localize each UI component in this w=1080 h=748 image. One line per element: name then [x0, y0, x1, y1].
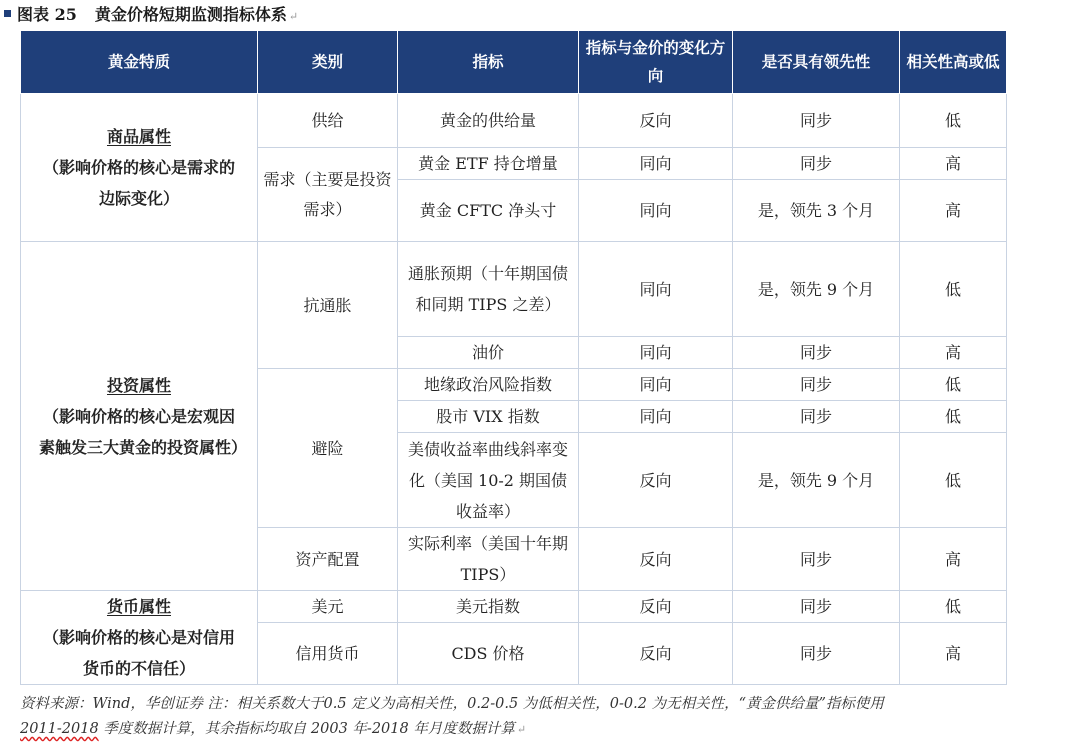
note-text-rest: 季度数据计算，其余指标均取自 2003 年-2018 年月度数据计算: [98, 721, 515, 737]
correlation-cell: 高: [900, 180, 1007, 242]
group-investment: [21, 242, 258, 591]
leading-cell: 同步: [733, 623, 900, 685]
indicator-cell: 黄金 ETF 持仓增量: [398, 148, 579, 180]
correlation-cell: 低: [900, 94, 1007, 148]
correlation-cell: 低: [900, 242, 1007, 337]
direction-cell: 同向: [579, 337, 733, 369]
figure-title: [4, 3, 298, 27]
indicator-cell: 实际利率（美国十年期 TIPS）: [398, 528, 579, 591]
direction-cell: 同向: [579, 369, 733, 401]
indicator-cell: 美元指数: [398, 591, 579, 623]
header-direction: 指标与金价的变化方向: [579, 31, 733, 94]
leading-cell: 同步: [733, 401, 900, 433]
category-cell: 信用货币: [258, 623, 398, 685]
category-cell: 抗通胀: [258, 242, 398, 369]
direction-cell: 同向: [579, 242, 733, 337]
table-row: [21, 242, 1007, 337]
source-text: 资料来源：Wind，华创证券: [20, 696, 203, 712]
direction-cell: 反向: [579, 528, 733, 591]
correlation-cell: 高: [900, 623, 1007, 685]
figure-number: 25: [54, 5, 77, 24]
source-note: [20, 692, 1070, 742]
group-desc: （影响价格的核心是对信用货币的不信任）: [42, 628, 235, 678]
header-indicator: 指标: [398, 31, 579, 94]
table-row: [21, 591, 1007, 623]
leading-cell: 同步: [733, 337, 900, 369]
header-leading: 是否具有领先性: [733, 31, 900, 94]
indicator-cell: 黄金的供给量: [398, 94, 579, 148]
figure-label: 图表: [17, 5, 50, 24]
leading-cell: 是，领先 9 个月: [733, 433, 900, 528]
direction-cell: 同向: [579, 401, 733, 433]
group-commodity: [21, 94, 258, 242]
category-cell: 避险: [258, 369, 398, 528]
header-correlation: 相关性高或低: [900, 31, 1007, 94]
direction-cell: 同向: [579, 148, 733, 180]
category-cell: 需求（主要是投资需求）: [258, 148, 398, 242]
indicator-cell: 通胀预期（十年期国债和同期 TIPS 之差）: [398, 242, 579, 337]
indicator-cell: 油价: [398, 337, 579, 369]
leading-cell: 同步: [733, 148, 900, 180]
group-title: 投资属性: [106, 375, 171, 395]
group-title: 货币属性: [106, 597, 171, 616]
category-cell: 美元: [258, 591, 398, 623]
direction-cell: 反向: [579, 94, 733, 148]
leading-cell: 同步: [733, 369, 900, 401]
correlation-cell: 高: [900, 528, 1007, 591]
leading-cell: 同步: [733, 94, 900, 148]
leading-cell: 是，领先 3 个月: [733, 180, 900, 242]
direction-cell: 反向: [579, 623, 733, 685]
figure-title-text: 黄金价格短期监测指标体系: [94, 5, 287, 24]
indicator-cell: CDS 价格: [398, 623, 579, 685]
note-text: 注：相关系数大于0.5 定义为高相关性，0.2-0.5 为低相关性，0-0.2 为无相关性，“黄金供给量”指标使用: [207, 696, 884, 712]
direction-cell: 同向: [579, 180, 733, 242]
correlation-cell: 低: [900, 369, 1007, 401]
correlation-cell: 高: [900, 337, 1007, 369]
correlation-cell: 高: [900, 148, 1007, 180]
leading-cell: 是，领先 9 个月: [733, 242, 900, 337]
indicator-cell: 黄金 CFTC 净头寸: [398, 180, 579, 242]
category-cell: 资产配置: [258, 528, 398, 591]
direction-cell: 反向: [579, 433, 733, 528]
leading-cell: 同步: [733, 528, 900, 591]
table-row: [21, 94, 1007, 148]
group-title: 商品属性: [106, 127, 171, 146]
correlation-cell: 低: [900, 401, 1007, 433]
indicator-table: [20, 30, 1007, 685]
indicator-cell: 地缘政治风险指数: [398, 369, 579, 401]
header-category: 类别: [258, 31, 398, 94]
title-square-icon: [4, 10, 11, 17]
paragraph-mark-icon: ↵: [516, 723, 527, 736]
indicator-cell: 美债收益率曲线斜率变化（美国 10-2 期国债收益率）: [398, 433, 579, 528]
indicator-cell: 股市 VIX 指数: [398, 401, 579, 433]
group-currency: [21, 591, 258, 685]
group-desc: （影响价格的核心是宏观因素触发三大黄金的投资属性）: [39, 406, 248, 457]
direction-cell: 反向: [579, 591, 733, 623]
header-trait: 黄金特质: [21, 31, 258, 94]
note-year-range: 2011-2018: [20, 721, 99, 737]
group-desc: （影响价格的核心是需求的边际变化）: [42, 158, 235, 208]
category-cell: 供给: [258, 94, 398, 148]
correlation-cell: 低: [900, 591, 1007, 623]
table-header-row: [21, 31, 1007, 94]
leading-cell: 同步: [733, 591, 900, 623]
paragraph-mark-icon: ↵: [288, 10, 299, 23]
correlation-cell: 低: [900, 433, 1007, 528]
